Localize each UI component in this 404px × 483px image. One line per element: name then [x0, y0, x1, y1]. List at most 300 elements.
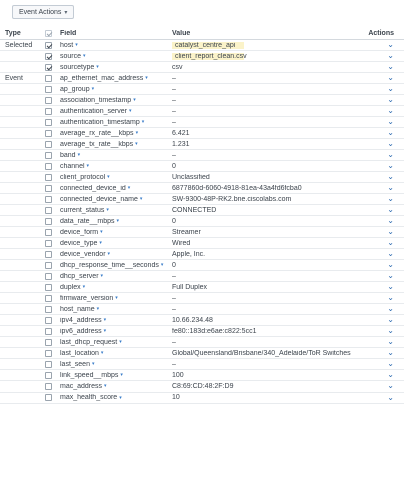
chevron-down-icon[interactable]: ⌄ — [387, 128, 394, 138]
chevron-down-icon[interactable]: ⌄ — [387, 326, 394, 336]
row-actions-cell — [352, 217, 404, 225]
field-value-cell — [172, 383, 352, 390]
field-name-cell — [60, 284, 172, 291]
row-actions-cell — [352, 140, 404, 148]
chevron-down-icon[interactable]: ⌄ — [387, 249, 394, 259]
field-name-link[interactable]: data_rate__mbps — [60, 217, 115, 225]
chevron-down-icon[interactable]: ⌄ — [387, 106, 394, 116]
field-name-link[interactable]: last_location — [60, 349, 99, 357]
column-header-value: Value — [172, 30, 191, 37]
table-row — [0, 282, 404, 293]
field-name-link[interactable]: ap_group — [60, 85, 90, 93]
event-actions-button[interactable] — [12, 5, 74, 19]
field-menu-icon[interactable]: ▾ — [83, 53, 86, 60]
field-name-cell — [60, 218, 172, 225]
field-name-link[interactable]: firmware_version — [60, 294, 114, 302]
field-value-cell — [172, 328, 352, 335]
row-actions-cell — [352, 382, 404, 390]
row-actions-cell — [352, 151, 404, 159]
field-name-cell — [60, 53, 172, 60]
chevron-down-icon[interactable]: ⌄ — [387, 271, 394, 281]
field-name-link[interactable]: association_timestamp — [60, 96, 132, 104]
field-name-link[interactable]: authentication_server — [60, 107, 127, 115]
field-checkbox[interactable] — [45, 339, 52, 346]
row-checkbox-cell — [45, 251, 60, 258]
field-menu-icon[interactable]: ▾ — [100, 229, 103, 236]
field-value-cell — [172, 339, 352, 346]
chevron-down-icon[interactable]: ⌄ — [387, 337, 394, 347]
field-value: 1.231 — [172, 140, 190, 148]
field-name-link[interactable]: host_name — [60, 305, 95, 313]
field-value: Unclassified — [172, 173, 210, 181]
field-name-link[interactable]: duplex — [60, 283, 81, 291]
field-menu-icon[interactable]: ▾ — [139, 196, 143, 203]
row-actions-cell — [352, 52, 404, 60]
field-value: – — [172, 118, 176, 126]
field-name-link[interactable]: sourcetype — [60, 63, 95, 71]
field-name-cell — [60, 174, 172, 181]
field-name-cell — [60, 317, 172, 324]
row-checkbox-cell — [45, 306, 60, 313]
field-checkbox[interactable] — [45, 306, 52, 313]
row-checkbox-cell — [45, 350, 60, 357]
column-header-type: Type — [5, 30, 21, 37]
field-menu-icon[interactable]: ▾ — [100, 273, 104, 280]
chevron-down-icon[interactable]: ⌄ — [387, 304, 394, 314]
field-value-cell — [172, 152, 352, 159]
table-row — [0, 205, 404, 216]
row-actions-cell — [352, 349, 404, 357]
field-value-cell — [172, 350, 352, 357]
field-menu-icon[interactable]: ▾ — [91, 361, 95, 368]
field-menu-icon[interactable]: ▾ — [145, 75, 148, 82]
field-checkbox[interactable] — [45, 185, 52, 192]
field-value: – — [172, 294, 176, 302]
field-value-cell — [172, 141, 352, 148]
field-name-cell — [60, 273, 172, 280]
field-checkbox[interactable] — [45, 174, 52, 181]
table-row — [0, 194, 404, 205]
field-name-link[interactable]: last_dhcp_request — [60, 338, 118, 346]
chevron-down-icon[interactable]: ⌄ — [387, 117, 394, 127]
field-name-link[interactable]: ipv4_address — [60, 316, 102, 324]
field-checkbox[interactable] — [45, 207, 52, 214]
row-checkbox-cell — [45, 75, 60, 82]
field-name-link[interactable]: current_status — [60, 206, 105, 214]
chevron-down-icon[interactable]: ⌄ — [387, 95, 394, 105]
field-checkbox[interactable] — [45, 53, 52, 60]
field-checkbox[interactable] — [45, 262, 52, 269]
field-value-cell — [172, 207, 352, 214]
field-value-cell — [172, 273, 352, 280]
row-checkbox-cell — [45, 361, 60, 368]
field-name-cell — [60, 196, 172, 203]
field-name-cell — [60, 383, 172, 390]
field-menu-icon[interactable]: ▾ — [82, 284, 86, 291]
chevron-down-icon[interactable]: ⌄ — [387, 40, 394, 49]
field-name-link[interactable]: authentication_timestamp — [60, 118, 140, 126]
field-value-cell — [172, 372, 352, 379]
field-menu-icon[interactable]: ▾ — [103, 317, 107, 324]
field-name-link[interactable]: connected_device_name — [60, 195, 138, 203]
field-menu-icon[interactable]: ▾ — [100, 350, 104, 357]
toolbar — [12, 5, 74, 19]
field-value: Full Duplex — [172, 283, 208, 291]
field-menu-icon[interactable]: ▾ — [116, 218, 119, 225]
table-row — [0, 238, 404, 249]
table-row — [0, 183, 404, 194]
field-checkbox[interactable] — [45, 383, 52, 390]
chevron-down-icon[interactable]: ⌄ — [387, 62, 394, 72]
field-value-cell — [172, 218, 352, 225]
field-name-cell — [60, 163, 172, 170]
chevron-down-icon[interactable]: ⌄ — [387, 260, 394, 270]
row-checkbox-cell — [45, 53, 60, 60]
field-value-cell — [172, 240, 352, 247]
chevron-down-icon[interactable]: ⌄ — [387, 238, 394, 248]
table-row — [0, 271, 404, 282]
row-actions-cell — [352, 195, 404, 203]
row-checkbox-cell — [45, 119, 60, 126]
field-menu-icon[interactable]: ▾ — [106, 207, 109, 214]
field-menu-icon[interactable]: ▾ — [135, 141, 138, 148]
row-checkbox-cell — [45, 196, 60, 203]
field-value: 6.421 — [172, 129, 190, 137]
table-row — [0, 161, 404, 172]
field-name-cell — [60, 130, 172, 137]
select-all-cell — [45, 30, 60, 37]
field-value: catalyst_centre_api — [172, 42, 244, 49]
field-menu-icon[interactable]: ▾ — [133, 97, 136, 104]
table-row — [0, 337, 404, 348]
table-row — [0, 95, 404, 106]
table-row — [0, 359, 404, 370]
field-value: 0 — [172, 261, 176, 269]
field-checkbox[interactable] — [45, 75, 52, 82]
row-checkbox-cell — [45, 372, 60, 379]
field-value: – — [172, 360, 176, 368]
row-checkbox-cell — [45, 207, 60, 214]
row-actions-cell — [352, 338, 404, 346]
row-actions-cell — [352, 107, 404, 115]
field-value-cell — [172, 97, 352, 104]
row-checkbox-cell — [45, 218, 60, 225]
field-name-cell — [60, 361, 172, 368]
row-actions-cell — [352, 206, 404, 214]
chevron-down-icon[interactable]: ⌄ — [387, 392, 394, 402]
table-row — [0, 172, 404, 183]
field-menu-icon[interactable]: ▾ — [160, 262, 164, 269]
row-actions-cell — [352, 294, 404, 302]
field-menu-icon[interactable]: ▾ — [104, 383, 107, 390]
field-name-link[interactable]: last_seen — [60, 360, 90, 368]
field-value: CONNECTED — [172, 206, 217, 214]
field-menu-icon[interactable]: ▾ — [107, 251, 111, 258]
field-value: – — [172, 305, 176, 313]
field-name-link[interactable]: average_rx_rate__kbps — [60, 129, 134, 137]
field-menu-icon[interactable]: ▾ — [120, 372, 123, 379]
field-menu-icon[interactable]: ▾ — [107, 174, 110, 181]
row-actions-cell — [352, 327, 404, 335]
row-checkbox-cell — [45, 295, 60, 302]
field-name-cell — [60, 75, 172, 82]
table-row — [0, 117, 404, 128]
field-name-cell — [60, 262, 172, 269]
chevron-down-icon[interactable]: ⌄ — [387, 73, 394, 83]
field-value: – — [172, 96, 176, 104]
field-name-link[interactable]: link_speed__mbps — [60, 371, 119, 379]
field-menu-icon[interactable]: ▾ — [128, 108, 132, 115]
chevron-down-icon[interactable]: ⌄ — [387, 183, 394, 193]
field-checkbox[interactable] — [45, 295, 52, 302]
field-menu-icon[interactable]: ▾ — [103, 328, 107, 335]
row-checkbox-cell — [45, 141, 60, 148]
table-row — [0, 106, 404, 117]
field-name-link[interactable]: ipv6_address — [60, 327, 102, 335]
field-checkbox[interactable] — [45, 42, 52, 49]
field-menu-icon[interactable]: ▾ — [141, 119, 145, 126]
field-name-cell — [60, 251, 172, 258]
row-actions-cell — [352, 305, 404, 313]
field-menu-icon[interactable]: ▾ — [127, 185, 131, 192]
table-row — [0, 51, 404, 62]
field-name-cell — [60, 141, 172, 148]
row-checkbox-cell — [45, 64, 60, 71]
row-checkbox-cell — [45, 317, 60, 324]
field-name-link[interactable]: dhcp_response_time__seconds — [60, 261, 159, 269]
field-checkbox[interactable] — [45, 97, 52, 104]
row-actions-cell — [352, 283, 404, 291]
row-checkbox-cell — [45, 174, 60, 181]
field-checkbox[interactable] — [45, 64, 52, 71]
field-menu-icon[interactable]: ▾ — [91, 86, 95, 93]
field-name-cell — [60, 108, 172, 115]
table-row — [0, 315, 404, 326]
field-value-cell — [172, 130, 352, 137]
field-name-link[interactable]: mac_address — [60, 382, 103, 390]
row-type: Event — [5, 74, 23, 82]
field-name-link[interactable]: max_health_score — [60, 394, 118, 401]
table-row — [0, 370, 404, 381]
row-type: Selected — [5, 41, 33, 49]
row-actions-cell — [352, 96, 404, 104]
field-name-cell — [60, 350, 172, 357]
table-row — [0, 326, 404, 337]
field-checkbox[interactable] — [45, 86, 52, 93]
field-value-cell — [172, 394, 352, 401]
field-value: Apple, Inc. — [172, 250, 206, 258]
table-row — [0, 84, 404, 95]
field-name-cell — [60, 339, 172, 346]
field-menu-icon[interactable]: ▾ — [135, 130, 139, 137]
field-value: 100 — [172, 371, 184, 379]
field-menu-icon[interactable]: ▾ — [77, 152, 81, 159]
chevron-down-icon[interactable]: ⌄ — [387, 227, 394, 237]
chevron-down-icon[interactable]: ⌄ — [387, 161, 394, 171]
field-menu-icon[interactable]: ▾ — [96, 64, 99, 71]
row-checkbox-cell — [45, 152, 60, 159]
row-actions-cell — [352, 316, 404, 324]
field-value-cell — [172, 86, 352, 93]
field-name-link[interactable]: device_form — [60, 228, 99, 236]
field-value-cell — [172, 295, 352, 302]
field-checkbox[interactable] — [45, 229, 52, 236]
row-checkbox-cell — [45, 240, 60, 247]
field-menu-icon[interactable]: ▾ — [119, 394, 122, 401]
field-checkbox[interactable] — [45, 108, 52, 115]
field-value: Wired — [172, 239, 191, 247]
chevron-down-icon[interactable]: ⌄ — [387, 84, 394, 94]
field-name-cell — [60, 229, 172, 236]
field-checkbox[interactable] — [45, 251, 52, 258]
field-checkbox[interactable] — [45, 152, 52, 159]
field-name-cell — [60, 372, 172, 379]
chevron-down-icon[interactable]: ⌄ — [387, 359, 394, 369]
row-actions-cell — [352, 394, 404, 402]
chevron-down-icon[interactable]: ⌄ — [387, 139, 394, 149]
row-actions-cell — [352, 239, 404, 247]
field-value: – — [172, 151, 176, 159]
field-name-link[interactable]: client_protocol — [60, 173, 106, 181]
field-checkbox[interactable] — [45, 119, 52, 126]
chevron-down-icon[interactable]: ⌄ — [387, 381, 394, 391]
row-checkbox-cell — [45, 185, 60, 192]
chevron-down-icon[interactable]: ⌄ — [387, 216, 394, 226]
table-row — [0, 128, 404, 139]
row-checkbox-cell — [45, 42, 60, 49]
field-menu-icon[interactable]: ▾ — [119, 339, 122, 346]
field-name-link[interactable]: channel — [60, 162, 85, 170]
field-checkbox[interactable] — [45, 141, 52, 148]
field-name-link[interactable]: source — [60, 52, 82, 60]
field-value: – — [172, 74, 176, 82]
row-actions-cell — [352, 250, 404, 258]
field-value-cell — [172, 317, 352, 324]
field-value-cell — [172, 262, 352, 269]
field-name-cell — [60, 306, 172, 313]
field-menu-icon[interactable]: ▾ — [86, 163, 90, 170]
field-value-cell — [172, 361, 352, 368]
table-row — [0, 293, 404, 304]
table-row — [0, 249, 404, 260]
field-checkbox[interactable] — [45, 284, 52, 291]
field-checkbox[interactable] — [45, 240, 52, 247]
field-value: 0 — [172, 217, 176, 225]
row-actions-cell — [352, 272, 404, 280]
field-value: – — [172, 338, 176, 346]
table-row — [0, 393, 404, 404]
row-actions-cell — [352, 162, 404, 170]
field-value: Global/Queensland/Brisbane/340_Adelaide/ToR Switches — [172, 349, 351, 357]
chevron-down-icon[interactable]: ⌄ — [387, 150, 394, 160]
field-value: – — [172, 272, 176, 280]
field-checkbox[interactable] — [45, 328, 52, 335]
row-checkbox-cell — [45, 108, 60, 115]
field-name-cell — [60, 97, 172, 104]
field-table-body — [0, 40, 404, 404]
field-name-cell — [60, 240, 172, 247]
table-row — [0, 304, 404, 315]
event-actions-label: Event Actions — [19, 8, 62, 16]
field-value: Streamer — [172, 228, 201, 236]
field-checkbox[interactable] — [45, 361, 52, 368]
field-name-cell — [60, 119, 172, 126]
field-name-link[interactable]: host — [60, 41, 74, 49]
chevron-down-icon[interactable]: ⌄ — [387, 205, 394, 215]
table-row — [0, 73, 404, 84]
field-name-cell — [60, 207, 172, 214]
row-checkbox-cell — [45, 163, 60, 170]
column-header-actions: Actions — [368, 30, 394, 37]
table-row — [0, 227, 404, 238]
chevron-down-icon[interactable]: ⌄ — [387, 370, 394, 380]
row-actions-cell — [352, 85, 404, 93]
field-checkbox[interactable] — [45, 218, 52, 225]
row-actions-cell — [352, 184, 404, 192]
field-name-link[interactable]: device_vendor — [60, 250, 106, 258]
chevron-down-icon[interactable]: ⌄ — [387, 348, 394, 358]
chevron-down-icon[interactable]: ⌄ — [387, 282, 394, 292]
field-value-cell — [172, 53, 352, 60]
chevron-down-icon[interactable]: ⌄ — [387, 172, 394, 182]
row-checkbox-cell — [45, 262, 60, 269]
table-row — [0, 260, 404, 271]
field-name-link[interactable]: device_type — [60, 239, 98, 247]
row-checkbox-cell — [45, 394, 60, 401]
field-checkbox[interactable] — [45, 350, 52, 357]
field-checkbox[interactable] — [45, 372, 52, 379]
field-value: client_report_clean.csv — [172, 53, 244, 60]
field-menu-icon[interactable]: ▾ — [115, 295, 118, 302]
row-actions-cell — [352, 63, 404, 71]
field-checkbox[interactable] — [45, 273, 52, 280]
row-checkbox-cell — [45, 339, 60, 346]
field-name-link[interactable]: dhcp_server — [60, 272, 99, 280]
chevron-down-icon[interactable]: ⌄ — [387, 194, 394, 204]
field-checkbox[interactable] — [45, 130, 52, 137]
field-value-cell — [172, 108, 352, 115]
row-actions-cell — [352, 118, 404, 126]
field-value: 0 — [172, 162, 176, 170]
field-name-link[interactable]: band — [60, 151, 76, 159]
field-value-cell — [172, 64, 352, 71]
field-menu-icon[interactable]: ▾ — [96, 306, 100, 313]
table-row — [0, 62, 404, 73]
field-checkbox[interactable] — [45, 196, 52, 203]
field-menu-icon[interactable]: ▾ — [99, 240, 102, 247]
field-value-cell — [172, 251, 352, 258]
row-actions-cell — [352, 41, 404, 49]
field-value-cell — [172, 284, 352, 291]
field-name-cell — [60, 42, 172, 49]
field-value: fe80::183d:e6ae:c822:5cc1 — [172, 327, 257, 335]
chevron-down-icon[interactable]: ⌄ — [387, 315, 394, 325]
field-name-link[interactable]: ap_ethernet_mac_address — [60, 74, 144, 82]
table-row — [0, 216, 404, 227]
field-value: C8:69:CD:48:2F:D9 — [172, 382, 234, 390]
field-menu-icon[interactable]: ▾ — [75, 42, 78, 48]
row-actions-cell — [352, 129, 404, 137]
select-all-checkbox[interactable] — [45, 30, 52, 37]
field-checkbox[interactable] — [45, 394, 52, 401]
chevron-down-icon[interactable]: ⌄ — [387, 51, 394, 61]
field-value: – — [172, 107, 176, 115]
field-checkbox[interactable] — [45, 163, 52, 170]
field-checkbox[interactable] — [45, 317, 52, 324]
chevron-down-icon[interactable]: ⌄ — [387, 293, 394, 303]
field-name-link[interactable]: connected_device_id — [60, 184, 126, 192]
field-name-link[interactable]: average_tx_rate__kbps — [60, 140, 134, 148]
